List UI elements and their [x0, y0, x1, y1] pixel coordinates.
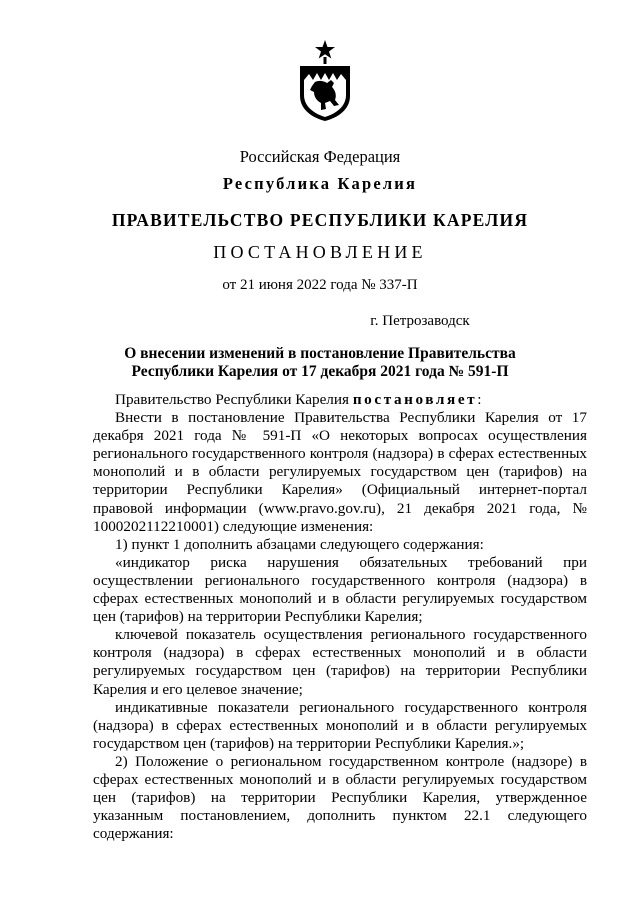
- document-body: [93, 391, 587, 843]
- subject-line-2: Республики Карелия от 17 декабря 2021 года № 591-П: [131, 363, 509, 380]
- paragraph-item-1: 1) пункт 1 дополнить абзацами следующего содержания:: [115, 535, 484, 553]
- intro-paragraph: [93, 391, 587, 409]
- intro-lead: Правительство Республики Карелия: [115, 391, 353, 408]
- republic-name: Республика Карелия: [222, 174, 418, 193]
- intro-colon: :: [477, 391, 482, 408]
- paragraph-amend: Внести в постановление Правительства Республики Карелия от 17 декабря 2021 года № 591-П «О некоторых вопросах осуществления регионального государственного контроля (надзора) в сферах естественных монополий и в области регулируемых государством цен (тарифов) на территории Республики Карелия» (Официальный интернет-портал правовой информации (www.pravo.gov.ru), 21 декабря 2021 года, № 1000202112210001) следующие изменения:: [93, 409, 587, 535]
- paragraph-item-2: 2) Положение о региональном государственном контроле (надзоре) в сферах естественных монополий и в области регулируемых государством цен (тарифов) на территории Республики Карелия, утвержденное указанным постановлением, дополнить пунктом 22.1 следующего содержания:: [93, 752, 587, 843]
- document-subject: [60, 345, 580, 381]
- subject-line-1: О внесении изменений в постановление Правительства: [124, 345, 516, 362]
- government-title: ПРАВИТЕЛЬСТВО РЕСПУБЛИКИ КАРЕЛИЯ: [111, 210, 529, 230]
- paragraph-key-indicator: ключевой показатель осуществления регионального государственного контроля (надзора) в сферах естественных монополий и в области регулируемых государством цен (тарифов) на территории Республики Карелия и его целевое значение;: [93, 626, 587, 698]
- document-date-number: от 21 июня 2022 года № 337-П: [222, 277, 418, 293]
- document-city: г. Петрозаводск: [370, 313, 470, 329]
- country-name: Российская Федерация: [239, 147, 401, 166]
- document-type: ПОСТАНОВЛЕНИЕ: [213, 242, 427, 262]
- paragraph-indicative-indicators: индикативные показатели регионального государственного контроля (надзора) в сферах естественных монополий и в области регулируемых государством цен (тарифов) на территории Республики Карелия.»;: [93, 698, 587, 752]
- intro-resolves: постановляет: [352, 391, 478, 408]
- karelia-coat-of-arms-icon: [297, 40, 353, 122]
- paragraph-risk-indicator: «индикатор риска нарушения обязательных требований при осуществлении регионального государственного контроля (надзора) в сферах естественных монополий и в области регулируемых государством цен (тарифов) на территории Республики Карелия;: [93, 553, 587, 626]
